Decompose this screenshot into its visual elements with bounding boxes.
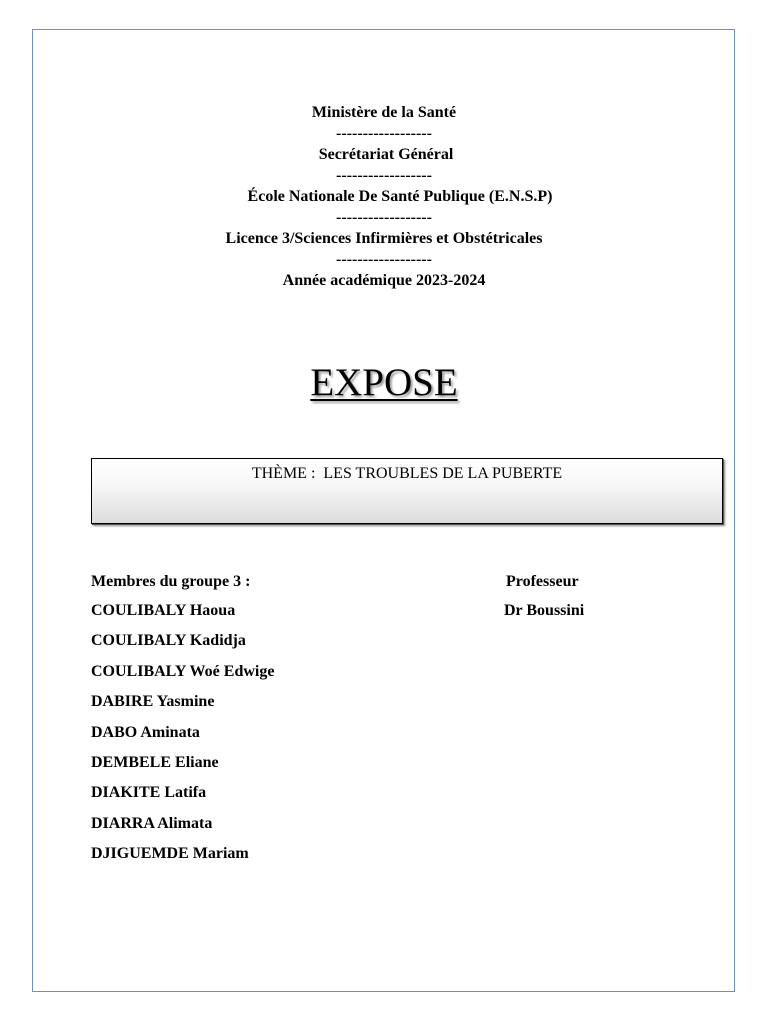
members-heading: Membres du groupe 3 : bbox=[91, 573, 251, 590]
separator-line: ------------------ bbox=[336, 209, 432, 226]
ministry-line: Ministère de la Santé bbox=[311, 104, 457, 121]
school-line: École Nationale De Santé Publique (E.N.S.P) bbox=[247, 188, 553, 205]
professor-block bbox=[504, 570, 584, 626]
theme-text: THÈME : LES TROUBLES DE LA PUBERTE bbox=[251, 465, 563, 482]
secretariat-line: Secrétariat Général bbox=[318, 146, 454, 163]
member-name: DJIGUEMDE Mariam bbox=[91, 845, 249, 863]
member-name: COULIBALY Woé Edwige bbox=[91, 662, 275, 680]
professor-name: Dr Boussini bbox=[504, 602, 585, 619]
member-name: DIAKITE Latifa bbox=[91, 784, 207, 802]
member-name: DEMBELE Eliane bbox=[91, 753, 219, 771]
document-title: EXPOSE bbox=[310, 361, 458, 404]
separator-line: ------------------ bbox=[336, 167, 432, 184]
member-name: COULIBALY Kadidja bbox=[91, 632, 246, 650]
members-list bbox=[91, 596, 274, 870]
member-name: DIARRA Alimata bbox=[91, 814, 213, 832]
member-name: COULIBALY Haoua bbox=[91, 602, 236, 619]
program-line: Licence 3/Sciences Infirmières et Obstétricales bbox=[225, 230, 543, 247]
group-members bbox=[91, 570, 274, 870]
separator-line: ------------------ bbox=[336, 251, 432, 268]
professor-heading: Professeur bbox=[506, 573, 579, 590]
academic-year-line: Année académique 2023-2024 bbox=[282, 272, 486, 289]
member-name: DABIRE Yasmine bbox=[91, 693, 215, 711]
separator-line: ------------------ bbox=[336, 125, 432, 142]
theme-box bbox=[91, 458, 723, 524]
member-name: DABO Aminata bbox=[91, 723, 200, 741]
institution-header bbox=[0, 102, 768, 291]
